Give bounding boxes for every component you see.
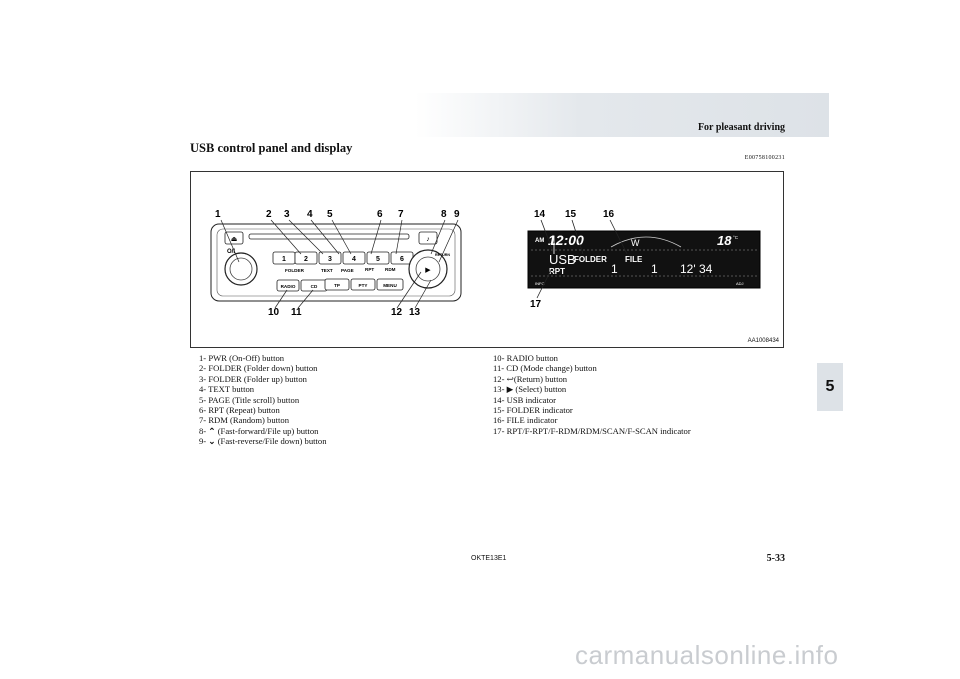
preset-2-label: 2 [304,256,308,263]
button-list-left [199,353,327,447]
list-item: 10- RADIO button [493,353,558,363]
fast-forward-icon: ⌃ [208,425,216,436]
callout-9: 9 [454,209,460,220]
pwr-label: O/I [227,249,236,255]
list-item: 14- USB indicator [493,394,557,405]
preset-5-label: 5 [376,256,380,263]
list-item: 3- FOLDER (Folder up) button [199,373,307,384]
list-item: 17- RPT/F-RPT/F-RDM/RDM/SCAN/F-SCAN indicator [493,425,691,436]
callout-14: 14 [534,209,546,220]
display-am: AM [535,238,545,244]
callout-2: 2 [266,209,272,220]
page-number: 5-33 [766,553,785,564]
return-label: RETURN [435,253,450,257]
callout-4: 4 [307,209,313,220]
callout-7: 7 [398,209,404,220]
page-label: PAGE [341,268,354,273]
preset-6-label: 6 [400,256,404,263]
figure-code: AA1008434 [747,338,779,344]
list-item: 13- ▶ (Select) button [493,384,567,395]
fast-reverse-icon: ⌄ [208,436,216,447]
button-list-right [493,353,691,436]
return-icon: ↩ [506,373,514,384]
display-info: INFO [535,281,545,286]
callout-3: 3 [284,209,290,220]
chapter-tab: 5 [817,363,843,411]
watermark: carmanualsonline.info [575,640,839,670]
menu-label: MENU [383,283,397,288]
figure-usb-panel [190,171,784,348]
lcd-display [528,231,760,288]
rdm-label: RDM [385,267,396,272]
list-item: 1- PWR (On-Off) button [199,353,285,363]
callout-1: 1 [215,209,221,220]
preset-1-label: 1 [282,256,286,263]
list-item: 15- FOLDER indicator [493,405,573,416]
list-item: 11- CD (Mode change) button [493,363,597,374]
rpt-label: RPT [365,267,375,272]
select-icon: ▶ [506,384,514,395]
cd-label: CD [310,284,318,289]
footer-code: OKTE13E1 [471,555,507,562]
callout-6: 6 [377,209,383,220]
pty-label: PTY [358,283,368,288]
callout-12: 12 [391,307,403,318]
display-clock: 12:00 [548,232,584,248]
head-unit [211,224,461,301]
display-adj: ADJ [736,281,744,286]
list-item: 8- ⌃ (Fast-forward/File up) button [199,425,319,436]
display-folder: FOLDER [574,255,607,264]
list-item: 2- FOLDER (Folder down) button [199,363,318,374]
display-val2: 1 [651,262,658,276]
display-compass: W [631,238,640,248]
section-ref-code: E00758100231 [744,155,785,161]
preset-buttons [273,252,413,264]
figure-drawing [191,172,783,347]
callout-13: 13 [409,307,421,318]
folder-label: FOLDER [285,268,304,273]
tp-label: TP [334,283,340,288]
svg-text:▶: ▶ [425,267,431,274]
list-item: 12- ↩(Return) button [493,373,568,384]
callout-17: 17 [530,299,542,310]
bottom-buttons [277,279,403,291]
preset-4-label: 4 [352,256,356,263]
display-temp: 18 [717,233,732,248]
display-temp-unit: °C [733,235,739,240]
list-item: 16- FILE indicator [493,415,558,426]
list-item: 9- ⌄ (Fast-reverse/File down) button [199,436,327,447]
callout-5: 5 [327,209,333,220]
callout-10: 10 [268,307,280,318]
callout-8: 8 [441,209,447,220]
section-title: USB control panel and display [190,141,353,155]
text-label: TEXT [321,268,333,273]
display-rpt: RPT [549,267,565,276]
svg-text:⏏: ⏏ [230,236,238,243]
display-usb: USB [549,252,576,267]
list-item: 7- RDM (Random) button [199,415,290,426]
callout-16: 16 [603,209,615,220]
display-file: FILE [625,255,643,264]
display-time: 12' 34 [680,262,713,276]
list-item: 5- PAGE (Title scroll) button [199,394,300,405]
list-item: 6- RPT (Repeat) button [199,405,280,416]
preset-3-label: 3 [328,256,332,263]
radio-label: RADIO [280,284,296,289]
header-title: For pleasant driving [697,122,785,133]
callout-11: 11 [291,307,302,318]
display-val1: 1 [611,262,618,276]
svg-text:♪: ♪ [426,236,430,243]
list-item: 4- TEXT button [199,384,255,395]
callout-15: 15 [565,209,577,220]
